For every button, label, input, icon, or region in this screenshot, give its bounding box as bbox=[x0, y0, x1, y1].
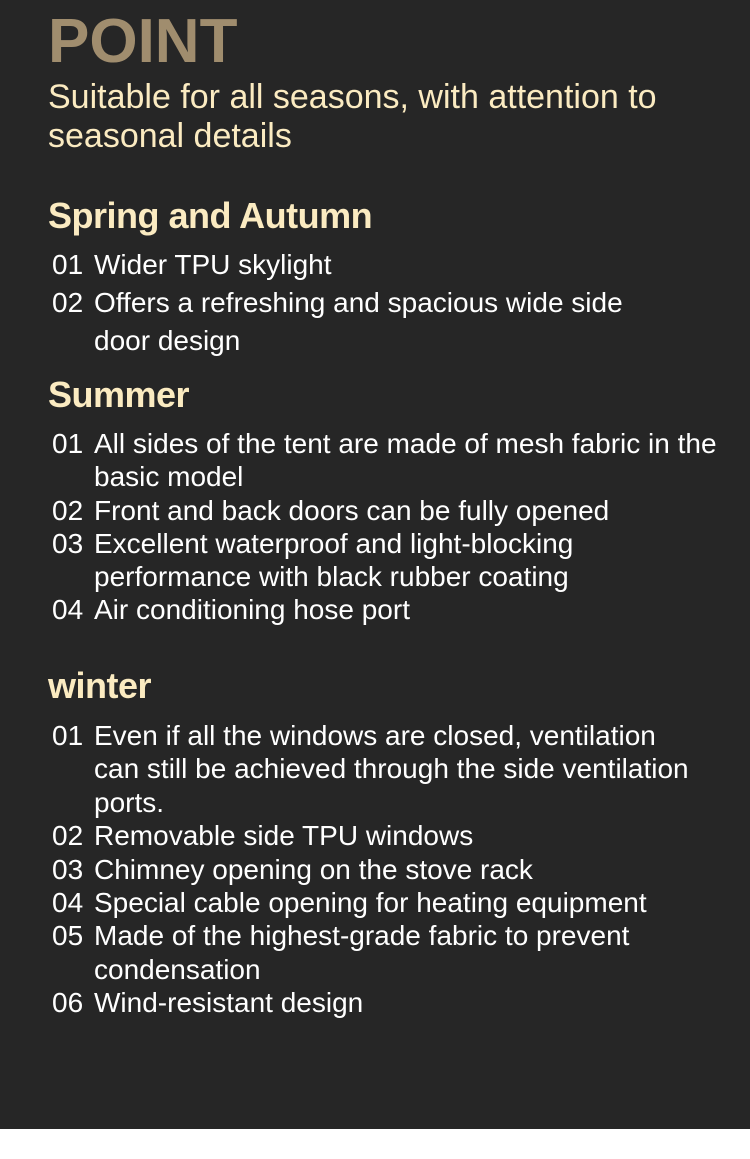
item-text: Removable side TPU windows bbox=[94, 820, 474, 852]
list-item bbox=[52, 246, 732, 284]
item-text: Air conditioning hose port bbox=[94, 594, 410, 626]
list-item bbox=[52, 494, 732, 527]
page-subtitle: Suitable for all seasons, with attention to seasonal details bbox=[48, 78, 657, 155]
item-text: Wind-resistant design bbox=[94, 987, 364, 1019]
list-item bbox=[52, 719, 732, 819]
item-text: Excellent waterproof and light-blocking performance with black rubber coating bbox=[94, 527, 574, 593]
item-text: Chimney opening on the stove rack bbox=[94, 853, 533, 885]
list-item bbox=[52, 593, 732, 626]
item-number: 02 bbox=[52, 494, 84, 526]
item-text: All sides of the tent are made of mesh fabric in the basic model bbox=[94, 428, 717, 493]
list-item bbox=[52, 527, 732, 594]
item-text: Wider TPU skylight bbox=[94, 249, 332, 280]
item-number: 02 bbox=[52, 287, 84, 318]
page-title: POINT bbox=[48, 7, 238, 76]
list-item bbox=[52, 284, 732, 360]
item-number: 03 bbox=[52, 853, 84, 885]
item-number: 04 bbox=[52, 887, 84, 919]
item-text: Even if all the windows are closed, ventilation can still be achieved through the side ventilation ports. bbox=[94, 720, 689, 818]
item-text: Front and back doors can be fully opened bbox=[94, 494, 610, 526]
list-item bbox=[52, 853, 732, 886]
item-number: 01 bbox=[52, 720, 84, 751]
section-title-winter: winter bbox=[48, 665, 152, 706]
item-number: 03 bbox=[52, 527, 84, 559]
item-number: 06 bbox=[52, 987, 84, 1019]
spring-autumn-list bbox=[52, 246, 732, 360]
list-item bbox=[52, 986, 732, 1019]
section-title-spring-autumn: Spring and Autumn bbox=[48, 195, 373, 236]
list-item bbox=[52, 886, 732, 919]
item-number: 01 bbox=[52, 428, 84, 459]
winter-list bbox=[52, 719, 732, 1020]
list-item bbox=[52, 819, 732, 852]
list-item bbox=[52, 919, 732, 986]
list-item bbox=[52, 427, 732, 494]
item-number: 05 bbox=[52, 920, 84, 952]
item-text: Special cable opening for heating equipment bbox=[94, 887, 647, 919]
item-text: Offers a refreshing and spacious wide side door design bbox=[94, 287, 623, 356]
item-number: 02 bbox=[52, 820, 84, 852]
section-title-summer: Summer bbox=[48, 374, 190, 415]
summer-list bbox=[52, 427, 732, 627]
item-text: Made of the highest-grade fabric to prevent condensation bbox=[94, 920, 630, 985]
item-number: 04 bbox=[52, 594, 84, 626]
item-number: 01 bbox=[52, 249, 84, 280]
